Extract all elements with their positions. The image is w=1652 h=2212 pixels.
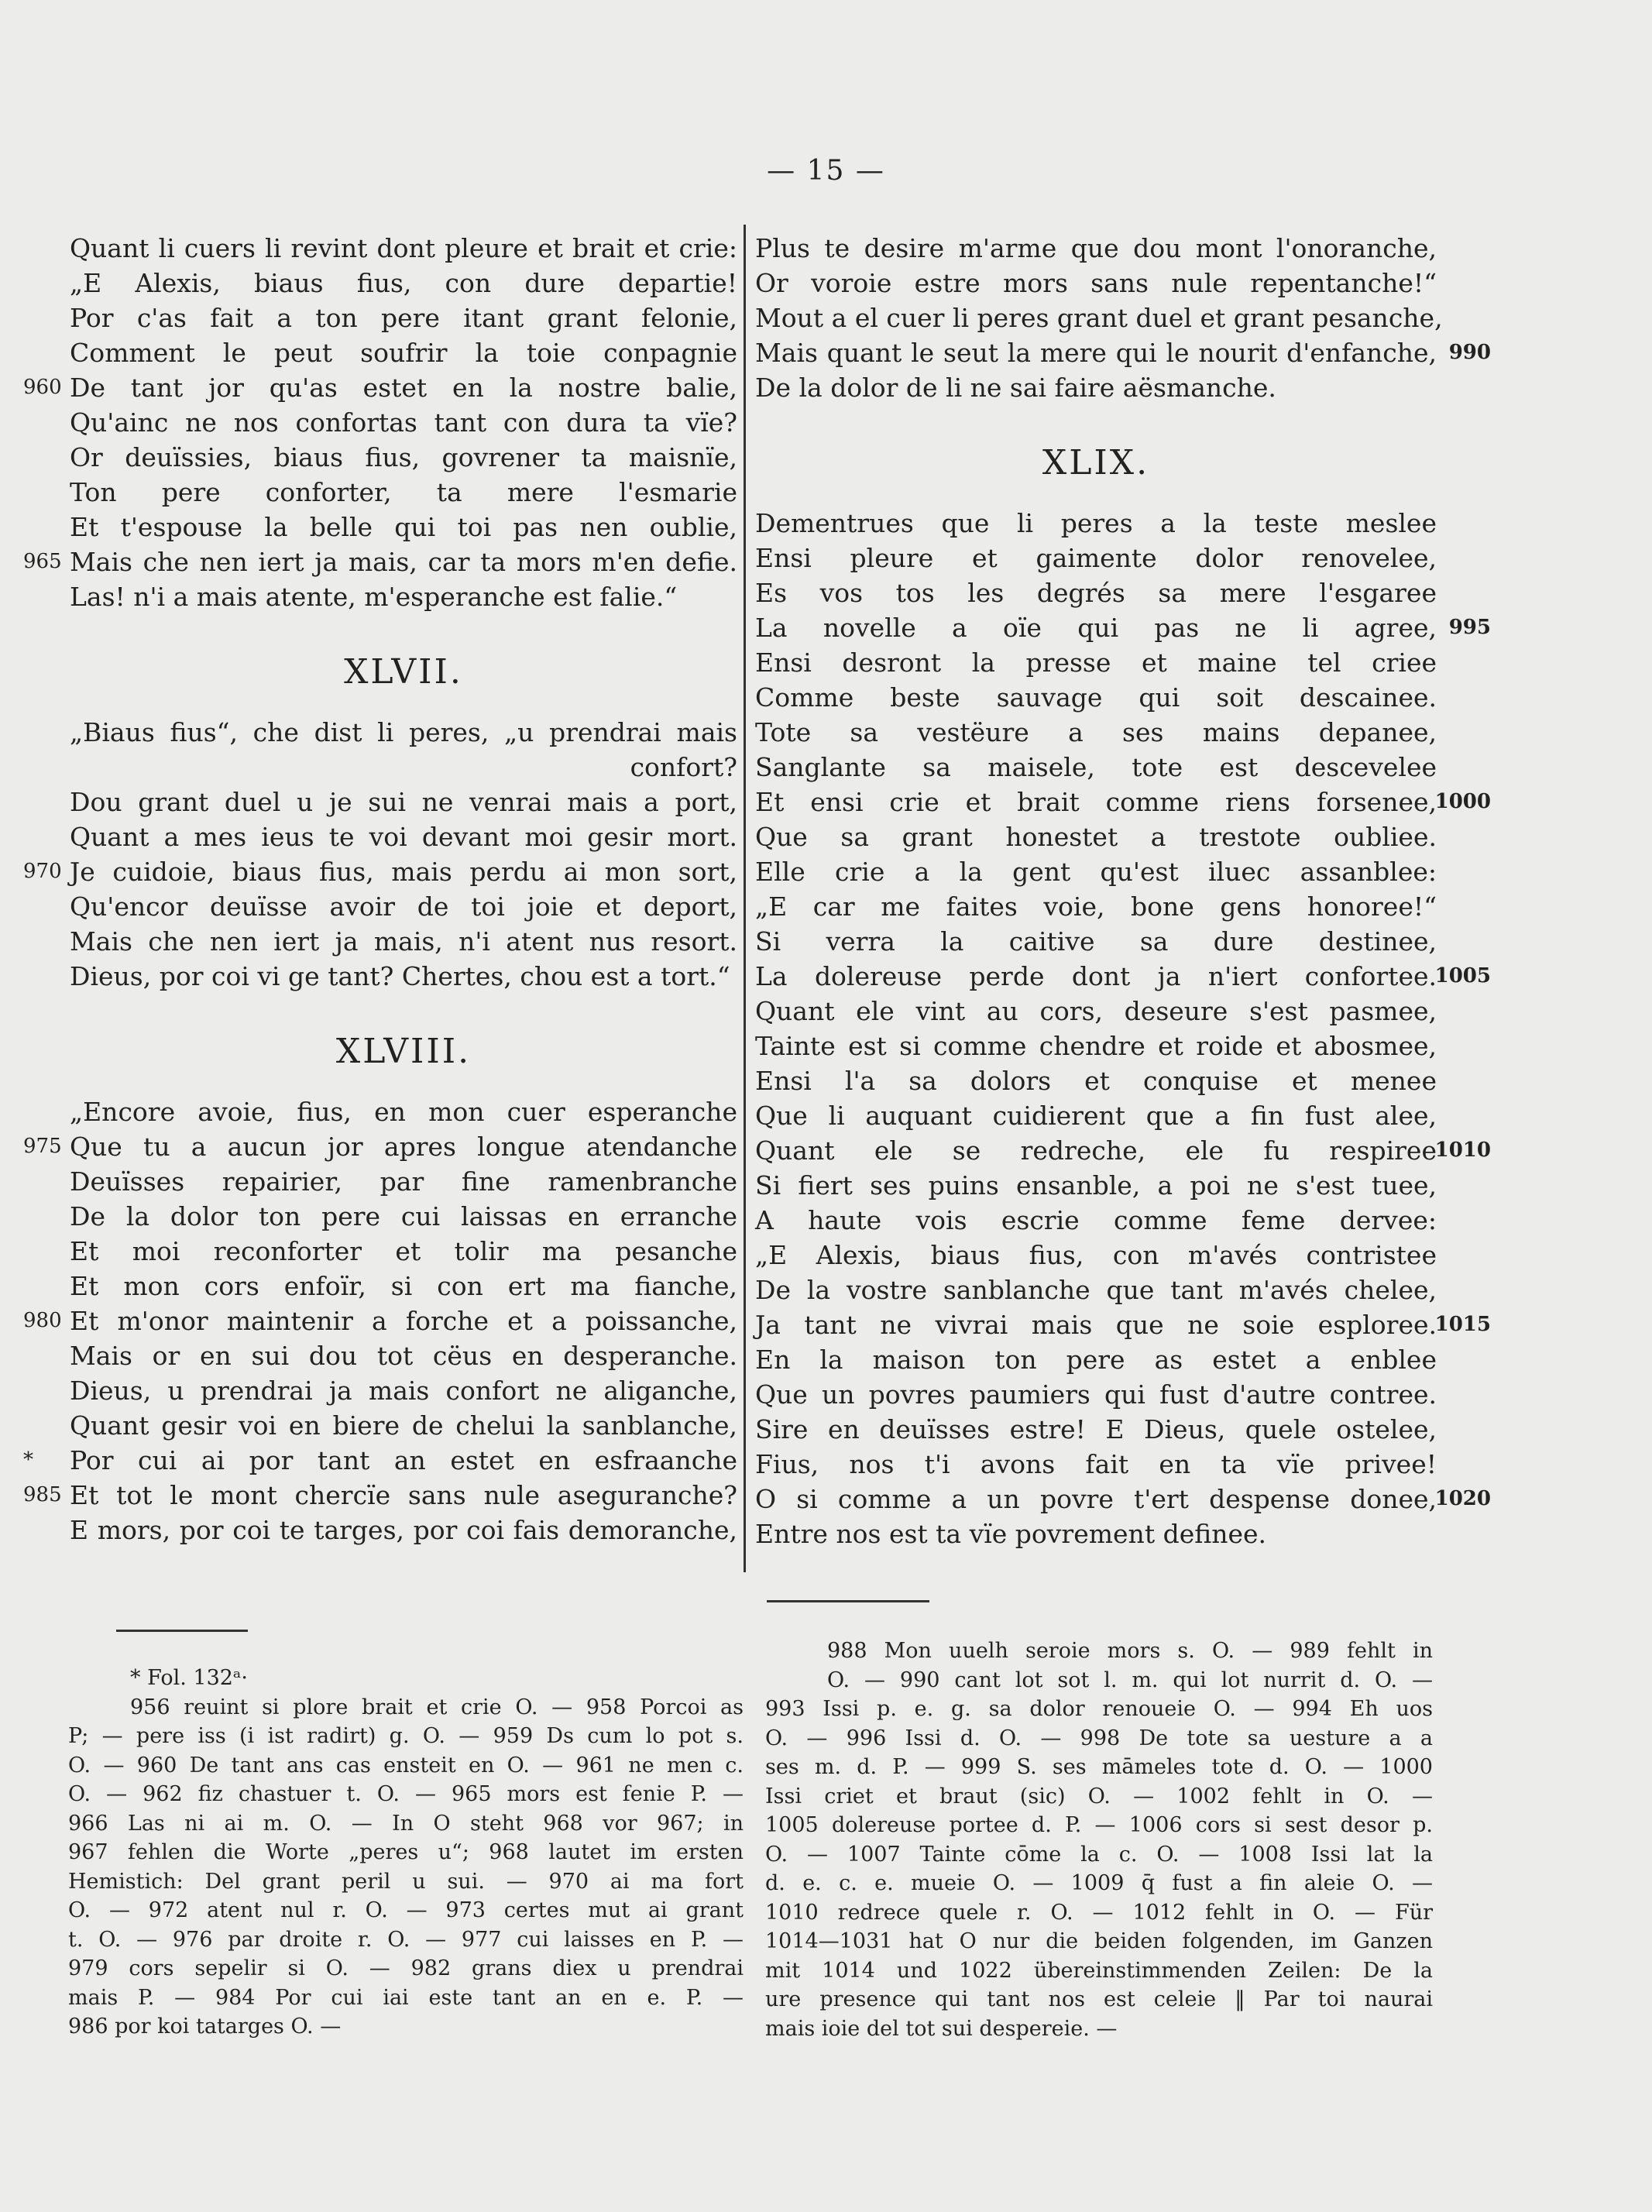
footnote-rule-left	[116, 1630, 248, 1632]
footnote-line: ses m. d. P. — 999 S. ses māmeles tote d. O. — 1000	[765, 1755, 1433, 1779]
verse-text: Mais che nen iert ja mais, car ta mors m'en defie.	[70, 547, 737, 577]
footnote-line: O. — 960 De tant ans cas ensteit en O. — 961 ne men c.	[68, 1753, 744, 1778]
footnote-line: * Fol. 132ᵃ·	[130, 1666, 248, 1690]
verse-line	[755, 1273, 1437, 1307]
verse-line	[755, 785, 1491, 819]
footnote-line: 1010 redrece quele r. O. — 1012 fehlt in O. — Für	[765, 1900, 1433, 1925]
verse-line	[755, 1203, 1437, 1238]
footnote-line: O. — 972 atent nul r. O. — 973 certes mut ai grant	[68, 1898, 744, 1922]
footnote-line: mais ioie del tot sui despereie. —	[765, 2016, 1118, 2041]
verse-line	[70, 924, 737, 959]
verse-line	[70, 889, 737, 924]
verse-text: Ja tant ne vivrai mais que ne soie esploree.	[755, 1310, 1437, 1340]
verse-text: Plus te desire m'arme que dou mont l'onoranche,	[755, 233, 1437, 263]
verse-line	[755, 335, 1491, 370]
verse-text: Quant a mes ieus te voi devant moi gesir mort.	[70, 822, 737, 852]
verse-text: Et m'onor maintenir a forche et a poissanche,	[70, 1306, 737, 1336]
verse-text: Entre nos est ta vïe povrement definee.	[755, 1519, 1267, 1549]
verse-line	[755, 1098, 1437, 1133]
verse-line	[70, 1513, 737, 1547]
footnote-rule-right	[767, 1600, 929, 1602]
verse-line	[70, 335, 737, 370]
verse-line	[755, 819, 1437, 854]
stanza-heading: XLVII.	[344, 652, 463, 692]
verse-text: E mors, por coi te targes, por coi fais demoranche,	[70, 1515, 737, 1545]
verse-line	[755, 1133, 1491, 1168]
line-number: 970	[23, 860, 62, 883]
line-number: 980	[23, 1309, 62, 1332]
footnote-line: O. — 962 fiz chastuer t. O. — 965 mors est fenie P. —	[68, 1782, 744, 1806]
footnote-line: 966 Las ni ai m. O. — In O steht 968 vor 967; in	[68, 1811, 744, 1836]
verse-line	[70, 510, 737, 544]
verse-line	[755, 680, 1437, 715]
verse-line	[755, 370, 1437, 405]
footnote-line: 967 fehlen die Worte „peres u“; 968 lautet im ersten	[68, 1840, 744, 1864]
verse-line	[23, 370, 737, 405]
line-number: 1000	[1434, 790, 1491, 813]
verse-line	[755, 1029, 1437, 1063]
verse-text: confort?	[630, 752, 737, 782]
verse-text: Comment le peut soufrir la toie conpagnie	[70, 338, 737, 368]
verse-text: Je cuidoie, biaus fius, mais perdu ai mon sort,	[70, 857, 737, 887]
verse-line	[755, 889, 1437, 924]
line-number: 985	[23, 1483, 62, 1506]
verse-line	[755, 1516, 1437, 1551]
verse-line	[23, 1478, 737, 1513]
verse-line	[755, 266, 1437, 301]
verse-text: Es vos tos les degrés sa mere l'esgaree	[755, 578, 1437, 608]
line-number: 1015	[1434, 1313, 1491, 1336]
footnote-line: Hemistich: Del grant peril u sui. — 970 ai ma fort	[68, 1869, 744, 1894]
line-number: 960	[23, 376, 62, 399]
verse-line	[755, 1377, 1437, 1412]
right-column	[755, 231, 1491, 1551]
verse-text: O si comme a un povre t'ert despense donee,	[755, 1484, 1437, 1514]
verse-text: Que un povres paumiers qui fust d'autre contree.	[755, 1379, 1437, 1410]
verse-text: Quant gesir voi en biere de chelui la sanblanche,	[70, 1410, 737, 1441]
verse-line	[23, 854, 737, 889]
verse-text: „Encore avoie, fius, en mon cuer esperanche	[70, 1097, 737, 1127]
verse-line	[755, 924, 1437, 959]
footnote-line: 993 Issi p. e. g. sa dolor renoueie O. — 994 Eh uos	[765, 1697, 1433, 1721]
verse-line	[23, 1304, 737, 1338]
verse-text: Et ensi crie et brait comme riens forsenee,	[755, 787, 1437, 817]
verse-line	[755, 575, 1437, 610]
verse-line	[755, 1447, 1437, 1482]
verse-line	[70, 785, 737, 819]
footnote-line: ure presence qui tant nos est celeie ‖ Par toi naurai	[765, 1987, 1433, 2011]
verse-text: Las! n'i a mais atente, m'esperanche est falie.“	[70, 582, 678, 612]
verse-line	[70, 1373, 737, 1408]
verse-text: Quant li cuers li revint dont pleure et brait et crie:	[70, 233, 737, 263]
footnote-line: 979 cors sepelir si O. — 982 grans diex u prendrai	[68, 1956, 744, 1980]
verse-line	[70, 1234, 737, 1269]
verse-text: Mout a el cuer li peres grant duel et grant pesanche,	[755, 303, 1443, 333]
line-number: 965	[23, 550, 62, 573]
line-number: 975	[23, 1135, 62, 1158]
verse-line	[70, 1164, 737, 1199]
verse-text: Ensi l'a sa dolors et conquise et menee	[755, 1066, 1437, 1096]
verse-text: Sanglante sa maisele, tote est descevelee	[755, 752, 1437, 782]
verse-text: De la dolor ton pere cui laissas en erranche	[70, 1201, 737, 1231]
verse-line	[70, 1094, 737, 1129]
page-number: — 15 —	[767, 155, 885, 187]
verse-text: Si fiert ses puins ensanble, a poi ne s'est tuee,	[755, 1170, 1437, 1200]
column-divider	[744, 225, 746, 1572]
verse-text: „Biaus fius“, che dist li peres, „u prendrai mais	[70, 717, 737, 747]
verse-text: Ensi desront la presse et maine tel criee	[755, 647, 1437, 678]
footnote-line: 1014—1031 hat O nur die beiden folgenden, im Ganzen	[765, 1929, 1433, 1953]
verse-line	[70, 579, 737, 614]
verse-line	[755, 610, 1491, 645]
verse-line	[755, 506, 1437, 541]
verse-line	[23, 1443, 737, 1478]
verse-line	[755, 1168, 1437, 1203]
verse-text: Or deuïssies, biaus fius, govrener ta maisnïe,	[70, 442, 737, 472]
verse-text: Por cui ai por tant an estet en esfraanche	[70, 1445, 737, 1475]
line-number: 1020	[1434, 1487, 1491, 1510]
verse-text: „E car me faites voie, bone gens honoree!“	[755, 891, 1437, 922]
verse-text: Que sa grant honestet a trestote oubliee.	[755, 822, 1437, 852]
verse-text: Fius, nos t'i avons fait en ta vïe privee!	[755, 1449, 1437, 1479]
verse-text: Ton pere conforter, ta mere l'esmarie	[70, 477, 737, 507]
verse-line	[70, 715, 737, 750]
verse-text: Et mon cors enfoïr, si con ert ma fianche,	[70, 1271, 737, 1301]
verse-line	[70, 750, 737, 785]
verse-line	[70, 959, 737, 994]
footnotes-left	[68, 1664, 744, 2042]
footnote-line: t. O. — 976 par droite r. O. — 977 cui laisses en P. —	[68, 1927, 744, 1952]
verse-line	[755, 959, 1491, 994]
footnote-line: 986 por koi tatarges O. —	[68, 2014, 342, 2039]
verse-line	[70, 1408, 737, 1443]
verse-text: Que li auquant cuidierent que a fin fust alee,	[755, 1101, 1437, 1131]
verse-line	[755, 231, 1437, 266]
verse-text: Mais or en sui dou tot cëus en desperanche.	[70, 1341, 737, 1371]
line-number: *	[23, 1448, 33, 1472]
verse-line	[70, 231, 737, 266]
verse-line	[70, 1338, 737, 1373]
verse-text: Dementrues que li peres a la teste meslee	[755, 508, 1437, 538]
footnote-line: Issi criet et braut (sic) O. — 1002 fehlt in O. —	[765, 1784, 1433, 1808]
verse-text: Quant ele vint au cors, deseure s'est pasmee,	[755, 996, 1437, 1026]
verse-text: Or voroie estre mors sans nule repentanche!“	[755, 268, 1437, 298]
line-number: 990	[1448, 341, 1491, 364]
footnote-line: mit 1014 und 1022 übereinstimmenden Zeilen: De la	[765, 1958, 1433, 1983]
verse-line	[70, 1269, 737, 1304]
verse-text: La novelle a oïe qui pas ne li agree,	[755, 613, 1437, 643]
verse-line	[755, 541, 1437, 575]
verse-text: Et t'espouse la belle qui toi pas nen oublie,	[70, 512, 737, 542]
left-column	[23, 231, 737, 1547]
verse-line	[70, 405, 737, 440]
verse-line	[755, 715, 1437, 750]
verse-text: Tainte est si comme chendre et roide et abosmee,	[755, 1031, 1437, 1061]
verse-line	[23, 1129, 737, 1164]
verse-line	[70, 475, 737, 510]
footnote-line: mais P. — 984 Por cui iai este tant an en e. P. —	[68, 1985, 744, 2010]
verse-text: De tant jor qu'as estet en la nostre balie,	[70, 373, 737, 403]
line-number: 995	[1448, 616, 1491, 639]
verse-text: Que tu a aucun jor apres longue atendanche	[70, 1132, 737, 1162]
verse-text: En la maison ton pere as estet a enblee	[755, 1345, 1437, 1375]
footnote-line: d. e. c. e. mueie O. — 1009 q̄ fust a fin aleie O. —	[765, 1871, 1433, 1895]
verse-line	[755, 750, 1437, 785]
verse-text: Et tot le mont chercïe sans nule aseguranche?	[70, 1480, 737, 1510]
verse-line	[70, 301, 737, 335]
verse-line	[23, 544, 737, 579]
verse-text: „E Alexis, biaus fius, con m'avés contristee	[755, 1240, 1437, 1270]
verse-line	[755, 1307, 1491, 1342]
verse-text: La dolereuse perde dont ja n'iert confortee.	[755, 961, 1437, 991]
verse-text: Dieus, u prendrai ja mais confort ne aliganche,	[70, 1376, 737, 1406]
verse-text: Mais che nen iert ja mais, n'i atent nus resort.	[70, 926, 737, 957]
verse-text: Et moi reconforter et tolir ma pesanche	[70, 1236, 737, 1266]
verse-line	[755, 1238, 1437, 1273]
verse-text: De la dolor de li ne sai faire aësmanche.	[755, 373, 1276, 403]
verse-text: Qu'encor deuïsse avoir de toi joie et deport,	[70, 891, 737, 922]
verse-text: Tote sa vestëure a ses mains depanee,	[755, 717, 1437, 747]
footnote-line: P; — pere iss (i ist radirt) g. O. — 959 Ds cum lo pot s.	[68, 1724, 744, 1748]
footnote-line: O. — 996 Issi d. O. — 998 De tote sa uesture a a	[765, 1726, 1433, 1750]
verse-text: Sire en deuïsses estre! E Dieus, quele ostelee,	[755, 1414, 1437, 1444]
line-number: 1010	[1434, 1139, 1491, 1162]
verse-line	[755, 994, 1437, 1029]
verse-text: Ensi pleure et gaimente dolor renovelee,	[755, 543, 1437, 573]
verse-line	[70, 819, 737, 854]
verse-line	[755, 301, 1443, 335]
verse-text: Elle crie a la gent qu'est iluec assanblee:	[755, 857, 1437, 887]
footnote-line: O. — 1007 Tainte cōme la c. O. — 1008 Issi lat la	[765, 1842, 1433, 1867]
verse-text: Dieus, por coi vi ge tant? Chertes, chou est a tort.“	[70, 961, 730, 991]
verse-line	[70, 266, 737, 301]
verse-line	[755, 854, 1437, 889]
verse-text: Dou grant duel u je sui ne venrai mais a port,	[70, 787, 737, 817]
verse-text: Qu'ainc ne nos confortas tant con dura ta vïe?	[70, 407, 737, 438]
verse-text: A haute vois escrie comme feme dervee:	[755, 1205, 1437, 1235]
footnote-line: 956 reuint si plore brait et crie O. — 958 Porcoi as	[130, 1695, 744, 1719]
footnote-line: O. — 990 cant lot sot l. m. qui lot nurrit d. O. —	[827, 1668, 1433, 1692]
line-number: 1005	[1434, 964, 1491, 988]
verse-line	[755, 1412, 1437, 1447]
footnote-line: 988 Mon uuelh seroie mors s. O. — 989 fehlt in	[827, 1639, 1433, 1663]
verse-text: Mais quant le seut la mere qui le nourit d'enfanche,	[755, 338, 1437, 368]
verse-text: Por c'as fait a ton pere itant grant felonie,	[70, 303, 737, 333]
verse-text: Deuïsses repairier, par fine ramenbranche	[70, 1166, 737, 1197]
verse-text: De la vostre sanblanche que tant m'avés chelee,	[755, 1275, 1437, 1305]
stanza-heading: XLIX.	[1042, 443, 1150, 483]
footnote-line: 1005 dolereuse portee d. P. — 1006 cors si sest desor p.	[765, 1813, 1433, 1837]
verse-text: Quant ele se redreche, ele fu respiree	[755, 1135, 1437, 1166]
verse-line	[755, 1342, 1437, 1377]
footnotes-right	[765, 1637, 1433, 2043]
verse-text: „E Alexis, biaus fius, con dure departie!	[70, 268, 737, 298]
verse-text: Si verra la caitive sa dure destinee,	[755, 926, 1437, 957]
verse-line	[755, 1063, 1437, 1098]
verse-text: Comme beste sauvage qui soit descainee.	[755, 682, 1437, 713]
verse-line	[755, 645, 1437, 680]
verse-line	[755, 1482, 1491, 1516]
stanza-heading: XLVIII.	[335, 1032, 472, 1071]
verse-line	[70, 440, 737, 475]
verse-line	[70, 1199, 737, 1234]
